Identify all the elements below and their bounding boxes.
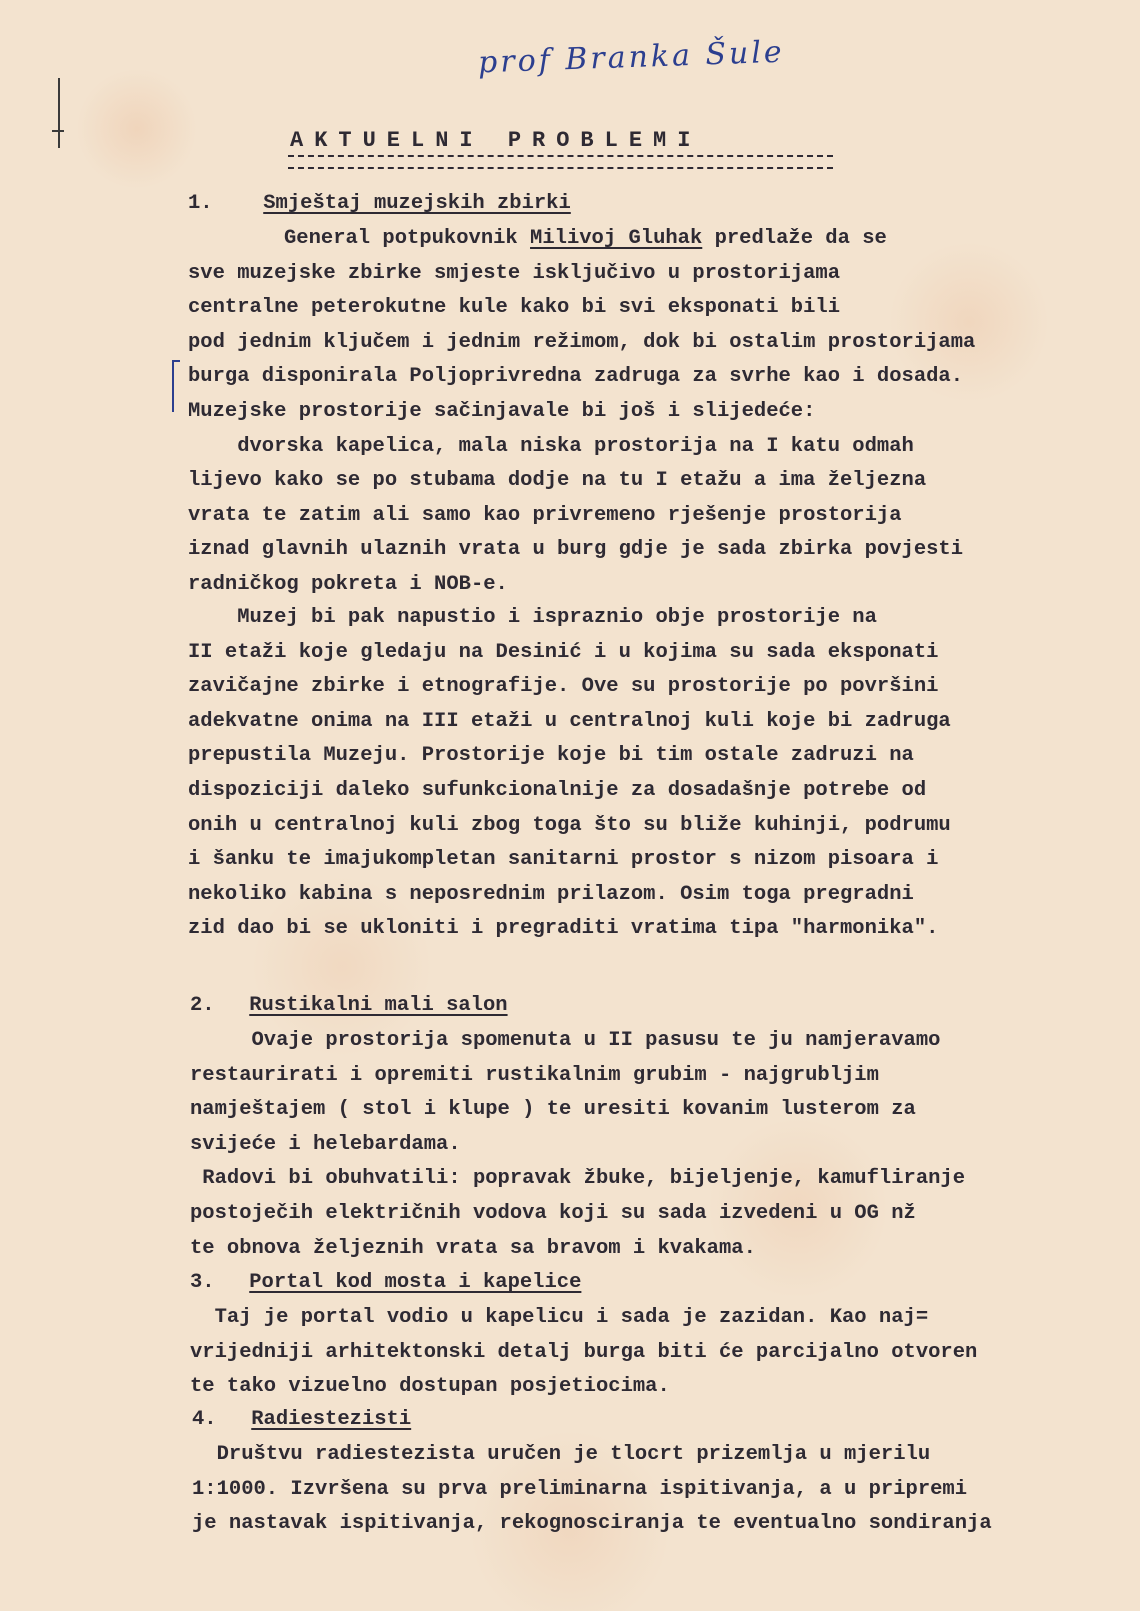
text-line: onih u centralnoj kuli zbog toga što su bliže kuhinji, podrumu (188, 813, 951, 837)
section-3-body (190, 1301, 977, 1405)
section-4-body (192, 1438, 992, 1542)
section-1-title: Smještaj muzejskih zbirki (263, 192, 571, 215)
text-line: radničkog pokreta i NOB-e. (188, 572, 508, 596)
text-line: Radovi bi obuhvatili: popravak žbuke, bijeljenje, kamufliranje (190, 1167, 966, 1191)
document-title: AKTUELNI PROBLEMI (290, 128, 702, 153)
text-line: dvorska kapelica, mala niska prostorija na I katu odmah (188, 434, 914, 458)
text-span: predlaže da se (702, 227, 887, 250)
text-line: svijeće i helebardama. (190, 1132, 461, 1156)
text-line: nekoliko kabina s neposrednim prilazom. Osim toga pregradni (188, 882, 914, 906)
text-line: restaurirati i opremiti rustikalnim grubim - najgrubljim (190, 1063, 879, 1087)
text-line: vrijedniji arhitektonski detalj burga biti će parcijalno otvoren (190, 1340, 978, 1364)
text-line: prepustila Muzeju. Prostorije koje bi tim ostale zadruzi na (188, 744, 914, 768)
text-line: centralne peterokutne kule kako bi svi eksponati bili (188, 296, 841, 320)
section-4-number: 4. (192, 1408, 217, 1431)
text-line: i šanku te imajukompletan sanitarni prostor s nizom pisoara i (188, 848, 939, 872)
text-line: pod jednim ključem i jednim režimom, dok bi ostalim prostorijama (188, 330, 976, 354)
text-line: te tako vizuelno dostupan posjetiocima. (190, 1375, 670, 1399)
text-span: General potpukovnik (284, 227, 531, 250)
section-4-heading (192, 1408, 411, 1431)
text-line: sve muzejske zbirke smjeste isključivo u prostorijama (188, 261, 841, 285)
section-1-heading (188, 192, 571, 215)
text-line: zid dao bi se ukloniti i pregraditi vratima tipa "harmonika". (188, 917, 939, 941)
text-line: II etaži koje gledaju na Desinić i u kojima su sada eksponati (188, 640, 939, 664)
person-name: Milivoj Gluhak (530, 227, 703, 250)
text-line: namještajem ( stol i klupe ) te uresiti kovanim lusterom za (190, 1098, 916, 1122)
text-line: iznad glavnih ulaznih vrata u burg gdje je sada zbirka povjesti (188, 538, 964, 562)
text-line: Taj je portal vodio u kapelicu i sada je zazidan. Kao naj= (190, 1306, 929, 1329)
section-3-heading (190, 1271, 581, 1294)
section-4-title: Radiestezisti (251, 1408, 412, 1431)
section-2-body (190, 1024, 965, 1266)
text-line: zavičajne zbirke i etnografije. Ove su prostorije po površini (188, 675, 939, 699)
section-2-title: Rustikalni mali salon (249, 994, 508, 1017)
text-line: Muzej bi pak napustio i ispraznio obje prostorije na (188, 606, 877, 629)
section-1-paragraph-2 (188, 601, 951, 947)
title-underline (288, 155, 833, 169)
section-2-heading (190, 994, 508, 1017)
text-line: lijevo kako se po stubama dodje na tu I etažu a ima željezna (188, 469, 927, 493)
section-3-title: Portal kod mosta i kapelice (249, 1271, 582, 1294)
text-line (188, 222, 975, 257)
text-line: postoječih električnih vodova koji su sada izvedeni u OG nž (190, 1201, 916, 1225)
handwritten-signature: prof Branka Šule (477, 34, 786, 81)
text-line: Muzejske prostorije sačinjavale bi još i slijedeće: (188, 399, 816, 423)
margin-bracket (172, 360, 180, 412)
text-line: 1:1000. Izvršena su prva preliminarna ispitivanja, a u pripremi (192, 1477, 968, 1501)
text-line: dispoziciji daleko sufunkcionalnije za dosadašnje potrebe od (188, 778, 927, 802)
section-1-number: 1. (188, 192, 213, 215)
text-line: je nastavak ispitivanja, rekognosciranja te eventualno sondiranja (192, 1512, 992, 1536)
section-2-number: 2. (190, 994, 215, 1017)
text-line: te obnova željeznih vrata sa bravom i kvakama. (190, 1236, 756, 1260)
text-line: Ovaje prostorija spomenuta u II pasusu te ju namjeravamo (190, 1029, 941, 1052)
section-1-paragraph-1 (188, 222, 975, 603)
margin-mark (58, 78, 60, 148)
margin-tick (52, 130, 64, 132)
text-line: vrata te zatim ali samo kao privremeno rješenje prostorija (188, 503, 902, 527)
text-line: burga disponirala Poljoprivredna zadruga za svrhe kao i dosada. (188, 365, 964, 389)
section-3-number: 3. (190, 1271, 215, 1294)
text-line: Društvu radiestezista uručen je tlocrt prizemlja u mjerilu (192, 1443, 931, 1466)
text-line: adekvatne onima na III etaži u centralnoj kuli koje bi zadruga (188, 709, 951, 733)
